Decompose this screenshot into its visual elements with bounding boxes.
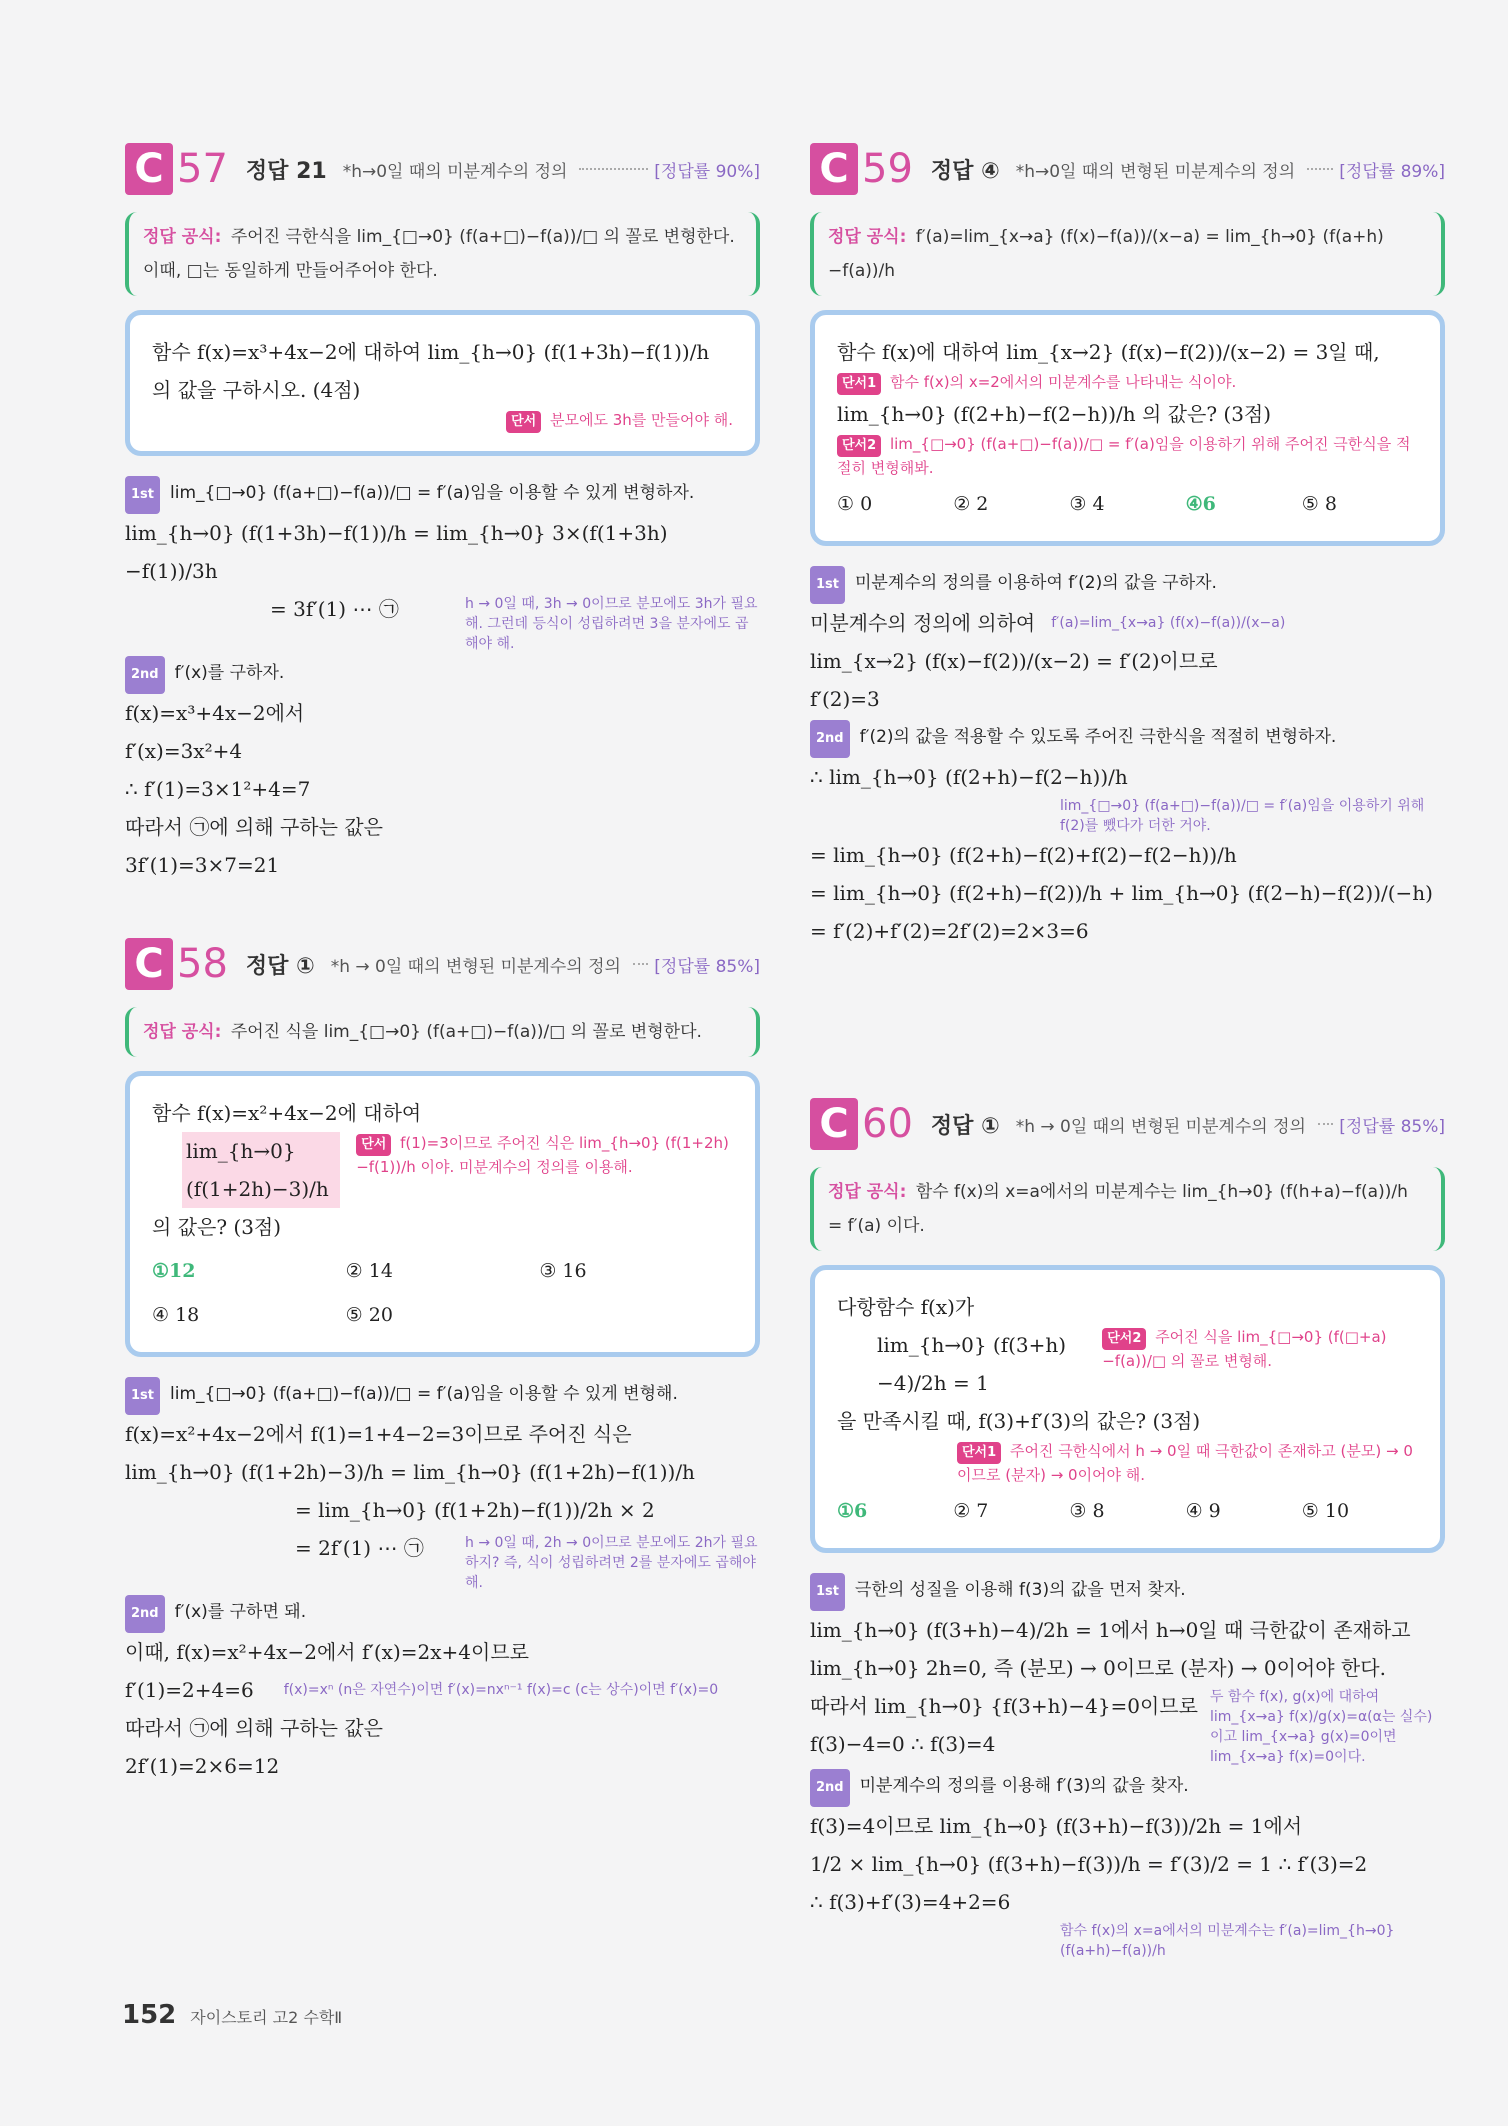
hint-text: 주어진 극한식에서 h → 0일 때 극한값이 존재하고 (분모) → 0이므로 (분자) → 0이어야 해. (957, 1442, 1413, 1484)
side-note: lim_{□→0} (f(a+□)−f(a))/□ = f′(a)임을 이용하기 위해 f(2)를 뺐다가 더한 거야. (1060, 798, 1425, 834)
choice-3[interactable]: ③ 16 (539, 1260, 587, 1282)
side-note: h → 0일 때, 3h → 0이므로 분모에도 3h가 필요해. 그런데 등식이 성립하려면 3을 분자에도 곱해야 해. (465, 596, 758, 652)
step-2nd (125, 1593, 760, 1633)
step-text: f′(x)를 구하면 돼. (174, 1602, 307, 1622)
choice-2[interactable]: ② 2 (953, 493, 989, 515)
question-row (152, 1132, 733, 1208)
step-badge: 2nd (125, 656, 165, 694)
hint (356, 1132, 733, 1178)
step-badge: 1st (125, 476, 160, 514)
answer-formula (810, 1167, 1445, 1251)
hint-badge: 단서2 (1102, 1328, 1146, 1350)
leader-dots (1307, 168, 1333, 170)
answer-formula (125, 1007, 760, 1057)
hint-text: f(1)=3이므로 주어진 식은 lim_{h→0} (f(1+2h)−f(1))/h 이야. 미분계수의 정의를 이용해. (356, 1134, 729, 1176)
question-line: lim_{h→0} (f(3+h)−4)/2h = 1 (877, 1333, 1067, 1395)
hint-badge: 단서1 (837, 373, 881, 395)
solution-line: ∴ f(3)+f′(3)=4+2=6 (810, 1890, 1011, 1914)
step-badge: 1st (810, 1573, 845, 1611)
solution (810, 1571, 1445, 1961)
topic: *h → 0일 때의 변형된 미분계수의 정의 (330, 956, 621, 977)
solution-line: f′(1)=2+4=6 (125, 1678, 254, 1702)
problem-60 (810, 1095, 1445, 1961)
solution-line: lim_{h→0} (f(3+h)−4)/2h = 1에서 h→0일 때 극한값이 존재하고 (810, 1618, 1411, 1642)
hint (152, 409, 733, 433)
solution-line: 2f′(1)=2×6=12 (125, 1754, 280, 1778)
answer-formula (810, 212, 1445, 296)
choice-3[interactable]: ③ 4 (1069, 493, 1105, 515)
step-badge: 1st (125, 1377, 160, 1415)
step-badge: 2nd (810, 720, 850, 758)
solution-row (810, 1687, 1445, 1767)
step-text: f′(2)의 값을 적용할 수 있도록 주어진 극한식을 적절히 변형하자. (859, 727, 1337, 747)
problem-header (125, 935, 760, 993)
choices (837, 1492, 1418, 1530)
question-line: 의 값은? (3점) (152, 1215, 282, 1239)
step-text: 미분계수의 정의를 이용해 f′(3)의 값을 찾자. (859, 1776, 1189, 1796)
choices (152, 1252, 733, 1334)
correct-rate: [정답률 85%] (1339, 1116, 1445, 1137)
step-2nd (810, 1767, 1445, 1807)
c-badge: C (810, 143, 858, 195)
step-1st (125, 1375, 760, 1415)
formula-text: 주어진 극한식을 lim_{□→0} (f(a+□)−f(a))/□ 의 꼴로 변형한다. 이때, □는 동일하게 만들어주어야 한다. (143, 227, 735, 281)
solution-row (125, 1671, 760, 1709)
problem-box (125, 310, 760, 456)
formula-text: 주어진 식을 lim_{□→0} (f(a+□)−f(a))/□ 의 꼴로 변형한다. (230, 1022, 702, 1042)
step-2nd (810, 718, 1445, 758)
question-line: 함수 f(x)에 대하여 lim_{x→2} (f(x)−f(2))/(x−2) = 3일 때, (837, 340, 1380, 364)
hint-text: 분모에도 3h를 만들어야 해. (549, 411, 733, 429)
hint-2 (837, 433, 1418, 479)
book-title: 자이스토리 고2 수학Ⅱ (190, 2008, 343, 2027)
solution-line: f(x)=x³+4x−2에서 (125, 701, 305, 725)
choice-2[interactable]: ② 7 (953, 1500, 989, 1522)
hint-badge: 단서1 (957, 1442, 1001, 1464)
solution-line: 미분계수의 정의에 의하여 (810, 611, 1036, 635)
question-line: lim_{h→0} (f(1+2h)−3)/h (182, 1132, 340, 1208)
solution-line: f′(x)=3x²+4 (125, 739, 243, 763)
choice-2[interactable]: ② 14 (345, 1260, 393, 1282)
formula-label: 정답 공식: (143, 227, 222, 247)
solution-line: f(x)=x²+4x−2에서 f(1)=1+4−2=3이므로 주어진 식은 (125, 1422, 632, 1446)
formula-label: 정답 공식: (828, 1182, 907, 1202)
hint-1 (837, 371, 1418, 395)
solution-line: = lim_{h→0} (f(1+2h)−f(1))/2h × 2 (295, 1498, 655, 1522)
solution-line: ∴ lim_{h→0} (f(2+h)−f(2−h))/h (810, 765, 1128, 789)
formula-label: 정답 공식: (143, 1022, 222, 1042)
choice-5[interactable]: ⑤ 8 (1301, 493, 1337, 515)
solution-line: f(3)=4이므로 lim_{h→0} (f(3+h)−f(3))/2h = 1에서 (810, 1814, 1303, 1838)
answer: 정답 ① (930, 1113, 1000, 1139)
solution (810, 564, 1445, 950)
formula-label: 정답 공식: (828, 227, 907, 247)
solution-line: 3f′(1)=3×7=21 (125, 853, 280, 877)
solution-line: = 2f′(1) ⋯ ㉠ (295, 1536, 424, 1560)
solution-line: = lim_{h→0} (f(2+h)−f(2)+f(2)−f(2−h))/h (810, 843, 1237, 867)
topic: *h→0일 때의 변형된 미분계수의 정의 (1015, 161, 1296, 182)
solution-line: lim_{x→2} (f(x)−f(2))/(x−2) = f′(2)이므로 (810, 649, 1218, 673)
solution (125, 474, 760, 884)
problem-58 (125, 935, 760, 1785)
leader-dots (633, 963, 648, 965)
correct-rate: [정답률 85%] (654, 956, 760, 977)
formula-text: 함수 f(x)의 x=a에서의 미분계수는 lim_{h→0} (f(h+a)−f(a))/h = f′(a) 이다. (828, 1182, 1408, 1236)
step-1st (125, 474, 760, 514)
solution (125, 1375, 760, 1785)
solution-row (810, 604, 1445, 642)
side-note: h → 0일 때, 2h → 0이므로 분모에도 2h가 필요하지? 즉, 식이 성립하려면 2를 분자에도 곱해야 해. (465, 1535, 758, 1591)
solution-line: f′(2)=3 (810, 687, 880, 711)
question-line: 을 만족시킬 때, f(3)+f′(3)의 값은? (3점) (837, 1409, 1201, 1433)
step-2nd (125, 654, 760, 694)
problem-number: 57 (177, 146, 228, 192)
solution-line: 따라서 lim_{h→0} {f(3+h)−4}=0이므로 (810, 1694, 1198, 1718)
leader-dots (579, 168, 648, 170)
correct-rate: [정답률 90%] (654, 161, 760, 182)
step-badge: 2nd (125, 1595, 165, 1633)
solution-line: lim_{h→0} (f(1+3h)−f(1))/h = lim_{h→0} 3×(f(1+3h)−f(1))/3h (125, 521, 668, 583)
hint-badge: 단서2 (837, 435, 881, 457)
problem-header (810, 140, 1445, 198)
topic: *h→0일 때의 미분계수의 정의 (342, 161, 568, 182)
solution-line: 이때, f(x)=x²+4x−2에서 f′(x)=2x+4이므로 (125, 1640, 529, 1664)
question-line: 다항함수 f(x)가 (837, 1295, 975, 1319)
hint-badge: 단서 (506, 411, 541, 433)
solution-line: = f′(2)+f′(2)=2f′(2)=2×3=6 (810, 919, 1089, 943)
hint-badge: 단서 (356, 1134, 391, 1156)
choice-4[interactable]: ④6 (1185, 493, 1216, 515)
problem-header (125, 140, 760, 198)
solution-line: 1/2 × lim_{h→0} (f(3+h)−f(3))/h = f′(3)/2 = 1 ∴ f′(3)=2 (810, 1852, 1368, 1876)
side-note: f′(a)=lim_{x→a} (f(x)−f(a))/(x−a) (1051, 615, 1286, 631)
problem-57 (125, 140, 760, 884)
problem-header (810, 1095, 1445, 1153)
solution-line: 따라서 ㉠에 의해 구하는 값은 (125, 815, 383, 839)
solution-col (810, 1687, 1198, 1763)
step-badge: 2nd (810, 1769, 850, 1807)
problem-box (810, 310, 1445, 546)
c-badge: C (810, 1098, 858, 1150)
solution-line: lim_{h→0} (f(1+2h)−3)/h = lim_{h→0} (f(1+2h)−f(1))/h (125, 1460, 695, 1484)
problem-number: 58 (177, 941, 228, 987)
question-line: 함수 f(x)=x²+4x−2에 대하여 (152, 1101, 422, 1125)
question-row (837, 1326, 1418, 1402)
side-note: f(x)=xⁿ (n은 자연수)이면 f′(x)=nxⁿ⁻¹ f(x)=c (c는 상수)이면 f′(x)=0 (283, 1682, 719, 1698)
problem-box (125, 1071, 760, 1357)
solution-line: = 3f′(1) ⋯ ㉠ (270, 597, 399, 621)
correct-rate: [정답률 89%] (1339, 161, 1445, 182)
leader-dots (1318, 1123, 1333, 1125)
step-text: 극한의 성질을 이용해 f(3)의 값을 먼저 찾자. (855, 1580, 1186, 1600)
question-text: 함수 f(x)=x³+4x−2에 대하여 lim_{h→0} (f(1+3h)−f(1))/h 의 값을 구하시오. (4점) (152, 340, 710, 402)
answer: 정답 ④ (930, 158, 1000, 184)
side-note: 함수 f(x)의 x=a에서의 미분계수는 f′(a)=lim_{h→0} (f(a+h)−f(a))/h (1060, 1923, 1395, 1959)
hint-text: 주어진 식을 lim_{□→0} (f(□+a)−f(a))/□ 의 꼴로 변형해. (1102, 1328, 1387, 1370)
c-badge: C (125, 143, 173, 195)
step-text: f′(x)를 구하자. (174, 663, 285, 683)
answer: 정답 21 (245, 158, 327, 184)
solution-line: = lim_{h→0} (f(2+h)−f(2))/h + lim_{h→0} (f(2−h)−f(2))/(−h) (810, 881, 1433, 905)
problem-number: 60 (862, 1101, 913, 1147)
problem-number: 59 (862, 146, 913, 192)
question-line: lim_{h→0} (f(2+h)−f(2−h))/h 의 값은? (3점) (837, 402, 1272, 426)
step-text: lim_{□→0} (f(a+□)−f(a))/□ = f′(a)임을 이용할 수 있게 변형해. (170, 1384, 678, 1404)
solution-line: lim_{h→0} 2h=0, 즉 (분모) → 0이므로 (분자) → 0이어야 한다. (810, 1656, 1386, 1680)
formula-text: f′(a)=lim_{x→a} (f(x)−f(a))/(x−a) = lim_{h→0} (f(a+h)−f(a))/h (828, 227, 1384, 281)
step-1st (810, 1571, 1445, 1611)
hint-1 (957, 1440, 1418, 1486)
problem-box (810, 1265, 1445, 1553)
step-text: lim_{□→0} (f(a+□)−f(a))/□ = f′(a)임을 이용할 수 있게 변형하자. (170, 483, 695, 503)
solution-line: 따라서 ㉠에 의해 구하는 값은 (125, 1716, 383, 1740)
hint-text: lim_{□→0} (f(a+□)−f(a))/□ = f′(a)임을 이용하기 위해 주어진 극한식을 적절히 변형해봐. (837, 435, 1411, 477)
page-footer (122, 2000, 342, 2030)
choice-5[interactable]: ⑤ 10 (1301, 1500, 1350, 1522)
hint-text: 함수 f(x)의 x=2에서의 미분계수를 나타내는 식이야. (889, 373, 1237, 391)
page-number: 152 (122, 2000, 177, 2030)
choice-1[interactable]: ①12 (152, 1260, 196, 1282)
choice-4[interactable]: ④ 18 (152, 1304, 200, 1326)
answer-formula (125, 212, 760, 296)
choices (837, 485, 1418, 523)
choice-4[interactable]: ④ 9 (1185, 1500, 1221, 1522)
choice-1[interactable]: ① 0 (837, 493, 873, 515)
hint-2 (1102, 1326, 1418, 1372)
solution-line: ∴ f′(1)=3×1²+4=7 (125, 777, 311, 801)
step-1st (810, 564, 1445, 604)
step-badge: 1st (810, 566, 845, 604)
solution-line: f(3)−4=0 ∴ f(3)=4 (810, 1732, 996, 1756)
step-text: 미분계수의 정의를 이용하여 f′(2)의 값을 구하자. (855, 573, 1217, 593)
choice-1[interactable]: ①6 (837, 1500, 868, 1522)
choice-5[interactable]: ⑤ 20 (345, 1304, 393, 1326)
c-badge: C (125, 938, 173, 990)
answer: 정답 ① (245, 953, 315, 979)
topic: *h → 0일 때의 변형된 미분계수의 정의 (1015, 1116, 1306, 1137)
choice-3[interactable]: ③ 8 (1069, 1500, 1105, 1522)
problem-59 (810, 140, 1445, 950)
side-note: 두 함수 f(x), g(x)에 대하여 lim_{x→a} f(x)/g(x)=α(α는 실수)이고 lim_{x→a} g(x)=0이면 lim_{x→a} f(x)=0이다. (1210, 1689, 1433, 1765)
